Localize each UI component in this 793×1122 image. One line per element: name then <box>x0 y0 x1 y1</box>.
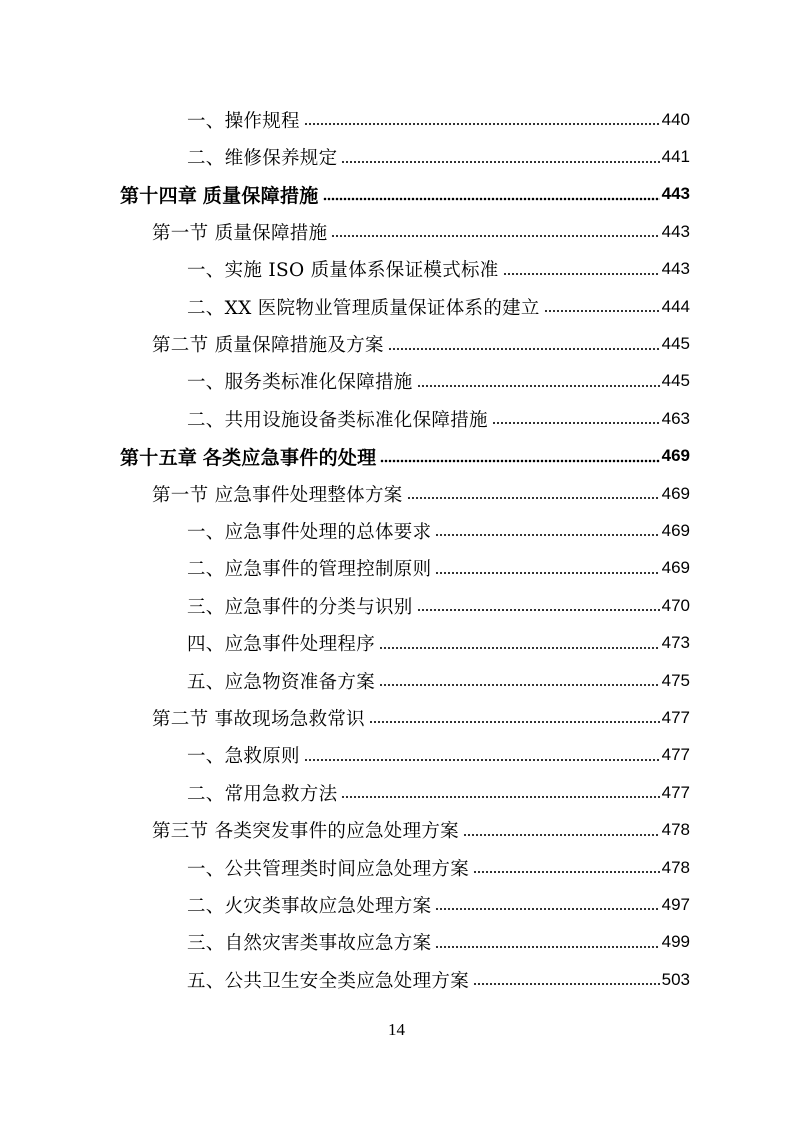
dot-leader <box>417 384 660 388</box>
dot-leader <box>473 982 660 986</box>
toc-subsection-entry[interactable] <box>0 138 690 175</box>
toc-entry-page-number: 503 <box>661 969 690 989</box>
dot-leader <box>388 347 660 351</box>
dot-leader <box>369 720 660 724</box>
dot-leader <box>304 122 660 126</box>
toc-entry-title: 第十四章 质量保障措施 <box>120 181 321 208</box>
toc-entry-title: 二、共用设施设备类标准化保障措施 <box>187 406 490 432</box>
toc-section-entry[interactable] <box>0 811 690 848</box>
toc-entry-page-number: 469 <box>661 520 690 540</box>
toc-entry-title: 二、维修保养规定 <box>187 144 339 170</box>
toc-entry-page-number: 441 <box>661 147 690 167</box>
dot-leader <box>435 945 659 949</box>
toc-entry-page-number: 499 <box>661 932 690 952</box>
toc-entry-title: 三、应急事件的分类与识别 <box>187 593 415 619</box>
toc-entry-title: 一、实施 ISO 质量体系保证模式标准 <box>187 256 501 282</box>
toc-entry-title: 第一节 应急事件处理整体方案 <box>152 481 405 507</box>
toc-entry-page-number: 445 <box>661 371 690 391</box>
toc-entry-page-number: 478 <box>661 820 690 840</box>
toc-entry-title: 一、操作规程 <box>187 107 302 133</box>
toc-entry-title: 第二节 事故现场急救常识 <box>152 705 367 731</box>
toc-section-entry[interactable] <box>0 475 690 512</box>
toc-subsection-entry[interactable] <box>0 774 690 811</box>
toc-entry-title: 五、公共卫生安全类应急处理方案 <box>187 967 471 993</box>
toc-entry-page-number: 463 <box>661 408 690 428</box>
dot-leader <box>331 234 659 238</box>
toc-entry-page-number: 477 <box>661 782 690 802</box>
toc-entry-page-number: 475 <box>661 670 690 690</box>
toc-subsection-entry[interactable] <box>0 961 690 998</box>
toc-entry-page-number: 470 <box>661 595 690 615</box>
dot-leader <box>379 646 660 650</box>
toc-entry-page-number: 478 <box>661 857 690 877</box>
toc-entry-page-number: 469 <box>661 558 690 578</box>
dot-leader <box>417 608 660 612</box>
dot-leader <box>380 459 659 463</box>
dot-leader <box>503 272 660 276</box>
toc-subsection-entry[interactable] <box>0 849 690 886</box>
toc-entry-title: 一、服务类标准化保障措施 <box>187 368 415 394</box>
toc-subsection-entry[interactable] <box>0 924 690 961</box>
toc-subsection-entry[interactable] <box>0 662 690 699</box>
toc-entry-page-number: 443 <box>661 259 690 279</box>
toc-subsection-entry[interactable] <box>0 288 690 325</box>
toc-entry-title: 第一节 质量保障措施 <box>152 219 329 245</box>
dot-leader <box>473 870 660 874</box>
toc-subsection-entry[interactable] <box>0 550 690 587</box>
dot-leader <box>323 197 660 201</box>
toc-entry-title: 第三节 各类突发事件的应急处理方案 <box>152 817 461 843</box>
toc-entry-page-number: 443 <box>661 184 690 204</box>
toc-entry-page-number: 443 <box>661 221 690 241</box>
dot-leader <box>379 683 660 687</box>
toc-entry-page-number: 444 <box>661 296 690 316</box>
toc-entry-title: 三、自然灾害类事故应急方案 <box>187 929 433 955</box>
toc-entry-page-number: 445 <box>661 334 690 354</box>
table-of-contents <box>0 101 793 998</box>
toc-subsection-entry[interactable] <box>0 101 690 138</box>
toc-section-entry[interactable] <box>0 699 690 736</box>
dot-leader <box>492 421 660 425</box>
toc-entry-page-number: 477 <box>661 745 690 765</box>
toc-subsection-entry[interactable] <box>0 624 690 661</box>
toc-subsection-entry[interactable] <box>0 400 690 437</box>
dot-leader <box>435 571 659 575</box>
dot-leader <box>407 496 660 500</box>
toc-subsection-entry[interactable] <box>0 363 690 400</box>
toc-subsection-entry[interactable] <box>0 512 690 549</box>
dot-leader <box>544 309 660 313</box>
toc-entry-title: 第十五章 各类应急事件的处理 <box>120 443 378 470</box>
toc-chapter-entry[interactable] <box>0 176 690 213</box>
toc-entry-page-number: 440 <box>661 109 690 129</box>
page-number: 14 <box>388 1020 405 1039</box>
toc-entry-title: 一、急救原则 <box>187 742 302 768</box>
toc-entry-page-number: 477 <box>661 707 690 727</box>
toc-entry-title: 二、火灾类事故应急处理方案 <box>187 892 433 918</box>
dot-leader <box>341 795 659 799</box>
dot-leader <box>435 533 659 537</box>
toc-entry-title: 一、公共管理类时间应急处理方案 <box>187 855 471 881</box>
dot-leader <box>435 907 659 911</box>
toc-section-entry[interactable] <box>0 213 690 250</box>
dot-leader <box>463 833 660 837</box>
dot-leader <box>341 160 659 164</box>
toc-entry-title: 四、应急事件处理程序 <box>187 630 377 656</box>
toc-subsection-entry[interactable] <box>0 737 690 774</box>
toc-entry-page-number: 469 <box>661 446 690 466</box>
toc-entry-title: 二、应急事件的管理控制原则 <box>187 555 433 581</box>
toc-entry-title: 一、应急事件处理的总体要求 <box>187 518 433 544</box>
toc-subsection-entry[interactable] <box>0 886 690 923</box>
toc-entry-title: 二、XX 医院物业管理质量保证体系的建立 <box>187 294 542 320</box>
toc-entry-title: 第二节 质量保障措施及方案 <box>152 331 386 357</box>
toc-entry-title: 五、应急物资准备方案 <box>187 668 377 694</box>
toc-entry-page-number: 473 <box>661 633 690 653</box>
dot-leader <box>304 758 660 762</box>
toc-entry-title: 二、常用急救方法 <box>187 780 339 806</box>
toc-chapter-entry[interactable] <box>0 438 690 475</box>
toc-subsection-entry[interactable] <box>0 587 690 624</box>
toc-section-entry[interactable] <box>0 325 690 362</box>
toc-entry-page-number: 497 <box>661 894 690 914</box>
toc-entry-page-number: 469 <box>661 483 690 503</box>
toc-subsection-entry[interactable] <box>0 251 690 288</box>
